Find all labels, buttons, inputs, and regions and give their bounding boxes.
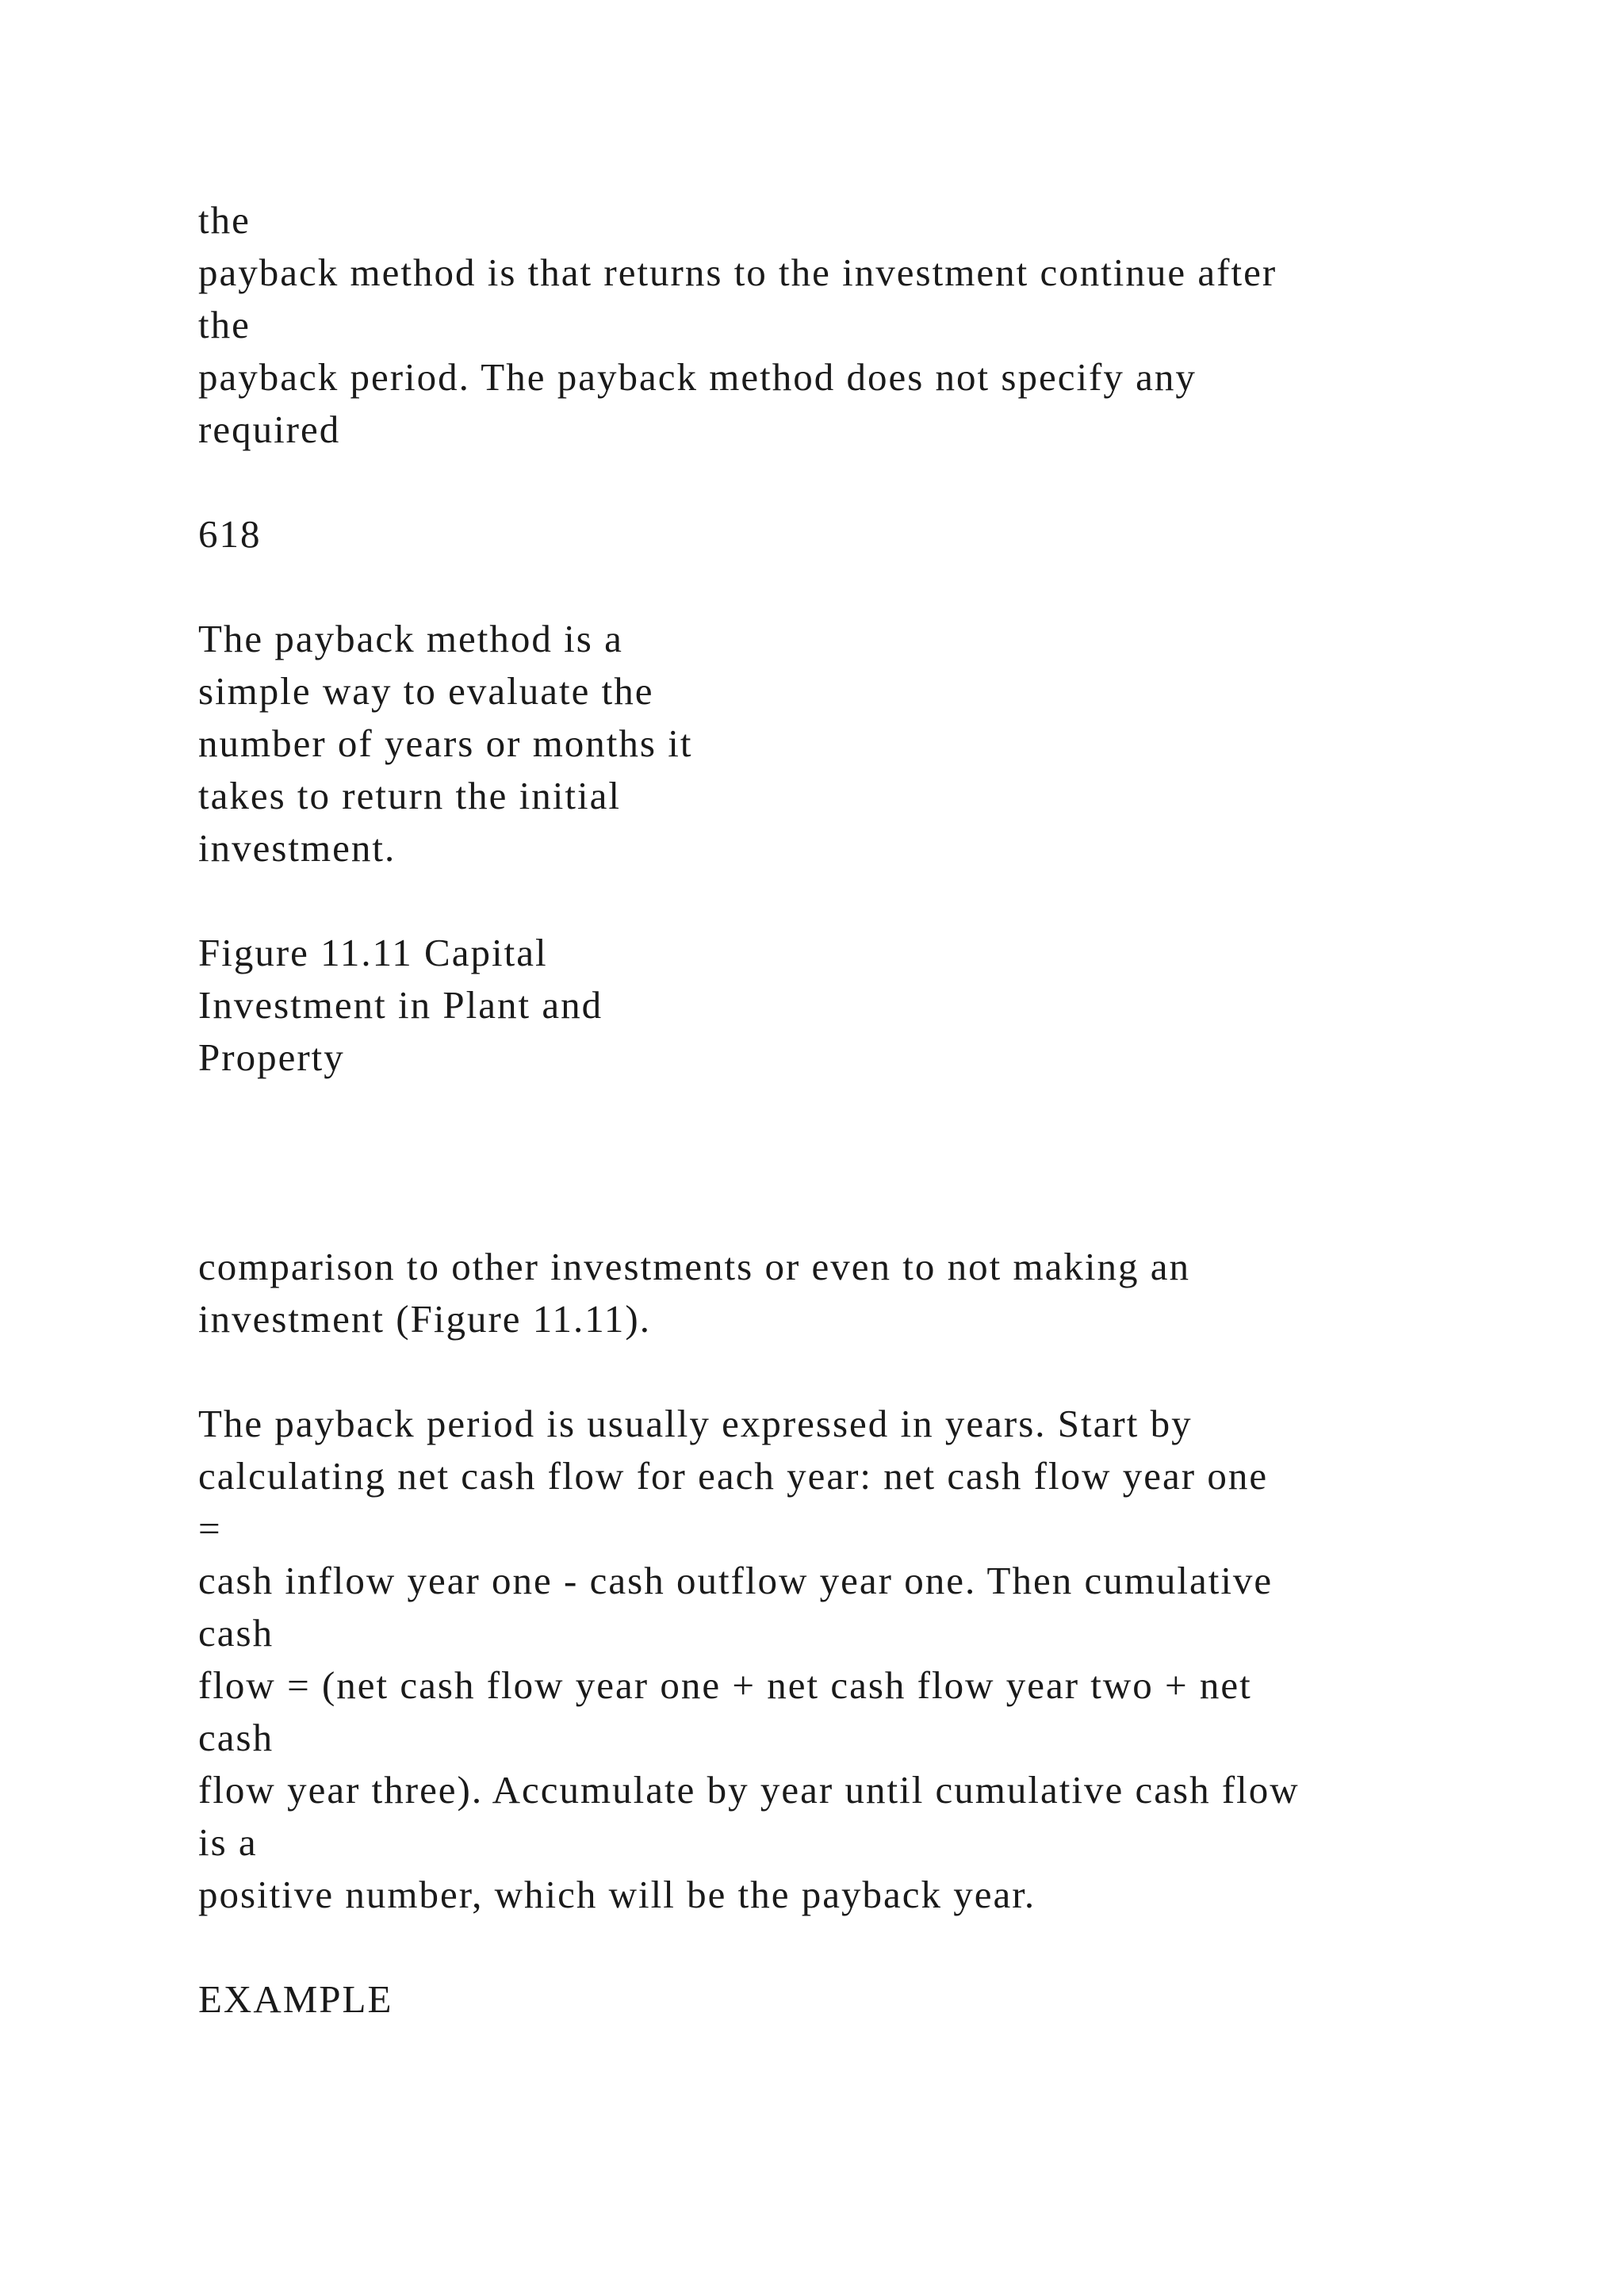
body-paragraph-intro [198, 194, 1546, 456]
text-line: comparison to other investments or even to not making an [198, 1245, 1191, 1288]
page-number-text: 618 [198, 512, 262, 556]
example-heading [198, 1973, 1546, 2026]
page-number [198, 508, 1546, 561]
text-line: positive number, which will be the payback year. [198, 1873, 1036, 1916]
text-line: The payback period is usually expressed in years. Start by [198, 1402, 1193, 1445]
text-line: cash [198, 1611, 274, 1655]
paragraph-spacer [198, 561, 1546, 613]
heading-text: EXAMPLE [198, 1977, 393, 2021]
text-line: Property [198, 1035, 345, 1079]
text-line: cash [198, 1716, 274, 1759]
text-line: is a [198, 1820, 258, 1864]
body-paragraph-comparison [198, 1241, 1546, 1345]
text-line: takes to return the initial [198, 774, 621, 817]
text-line: required [198, 408, 341, 451]
paragraph-spacer [198, 1345, 1546, 1398]
text-line: the [198, 198, 251, 242]
sidebar-note [198, 613, 1546, 874]
text-line: the [198, 303, 251, 346]
text-line: simple way to evaluate the [198, 669, 654, 713]
text-line: calculating net cash flow for each year: net cash flow year one [198, 1454, 1269, 1498]
paragraph-spacer [198, 874, 1546, 927]
text-line: Investment in Plant and [198, 983, 603, 1027]
text-line: flow = (net cash flow year one + net cash flow year two + net [198, 1663, 1252, 1707]
body-paragraph-payback [198, 1398, 1546, 1921]
text-line: Figure 11.11 Capital [198, 931, 548, 974]
figure-caption [198, 927, 1546, 1084]
text-line: = [198, 1506, 222, 1550]
text-line: The payback method is a [198, 617, 623, 660]
text-line: flow year three). Accumulate by year until cumulative cash flow [198, 1768, 1300, 1812]
text-line: cash inflow year one - cash outflow year one. Then cumulative [198, 1559, 1274, 1602]
figure-spacer [198, 1084, 1546, 1241]
paragraph-spacer [198, 1921, 1546, 1973]
text-line: investment. [198, 826, 396, 870]
text-line: payback period. The payback method does not specify any [198, 355, 1197, 399]
document-page [198, 194, 1546, 2026]
text-line: number of years or months it [198, 721, 693, 765]
paragraph-spacer [198, 456, 1546, 508]
text-line: payback method is that returns to the investment continue after [198, 251, 1277, 294]
text-line: investment (Figure 11.11). [198, 1297, 651, 1341]
